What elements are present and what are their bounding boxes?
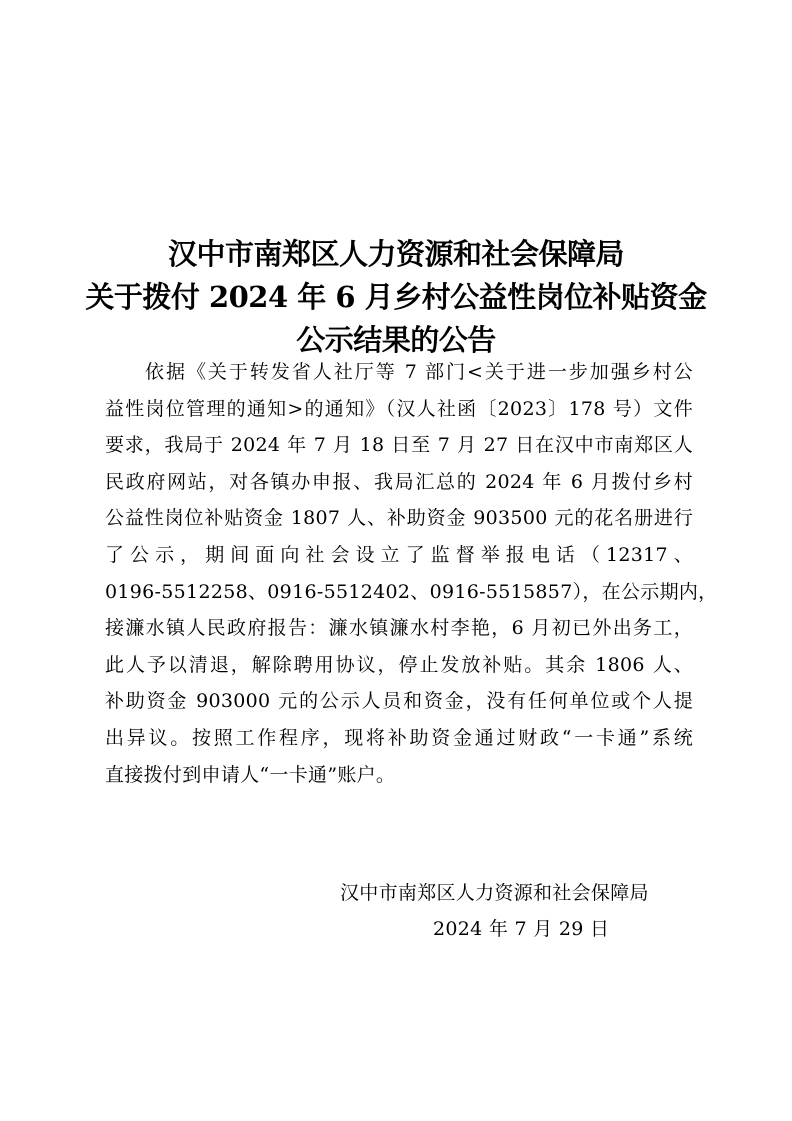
signature-organization: 汉中市南郑区人力资源和社会保障局: [340, 882, 649, 904]
body-line: 依据《关于转发省人社厅等 7 部门<关于进一步加强乡村公: [145, 361, 693, 383]
body-line: 要求，我局于 2024 年 7 月 18 日至 7 月 27 日在汉中市南郑区人: [105, 434, 693, 457]
body-line: 0196-5512258、0916-5512402、0916-5515857），在公示期内，: [105, 580, 718, 603]
title-line: 关于拨付 2024 年 6 月乡村公益性岗位补贴资金: [85, 280, 707, 314]
title-line: 汉中市南郑区人力资源和社会保障局: [167, 237, 624, 271]
body-line: 益性岗位管理的通知>的通知》（汉人社函〔2023〕178 号）文件: [105, 397, 693, 420]
body-line: 直接拨付到申请人“一卡通”账户。: [105, 763, 396, 786]
body-line: 此人予以清退，解除聘用协议，停止发放补贴。其余 1806 人、: [105, 653, 693, 676]
title-line: 公示结果的公告: [296, 323, 496, 357]
document-title: [60, 233, 732, 362]
document-body: [105, 354, 718, 793]
signature-block: [340, 875, 690, 947]
body-line: 出异议。按照工作程序，现将补助资金通过财政“一卡通”系统: [105, 726, 693, 749]
body-line: 接濂水镇人民政府报告：濂水镇濂水村李艳，6 月初已外出务工，: [105, 617, 693, 640]
body-line: 民政府网站，对各镇办申报、我局汇总的 2024 年 6 月拨付乡村: [105, 470, 693, 493]
signature-date: 2024 年 7 月 29 日: [433, 918, 610, 940]
body-line: 公益性岗位补贴资金 1807 人、补助资金 903500 元的花名册进行: [105, 507, 693, 530]
body-line: 补助资金 903000 元的公示人员和资金，没有任何单位或个人提: [105, 690, 693, 713]
body-line: 了公示，期间面向社会设立了监督举报电话（12317、: [105, 543, 693, 566]
